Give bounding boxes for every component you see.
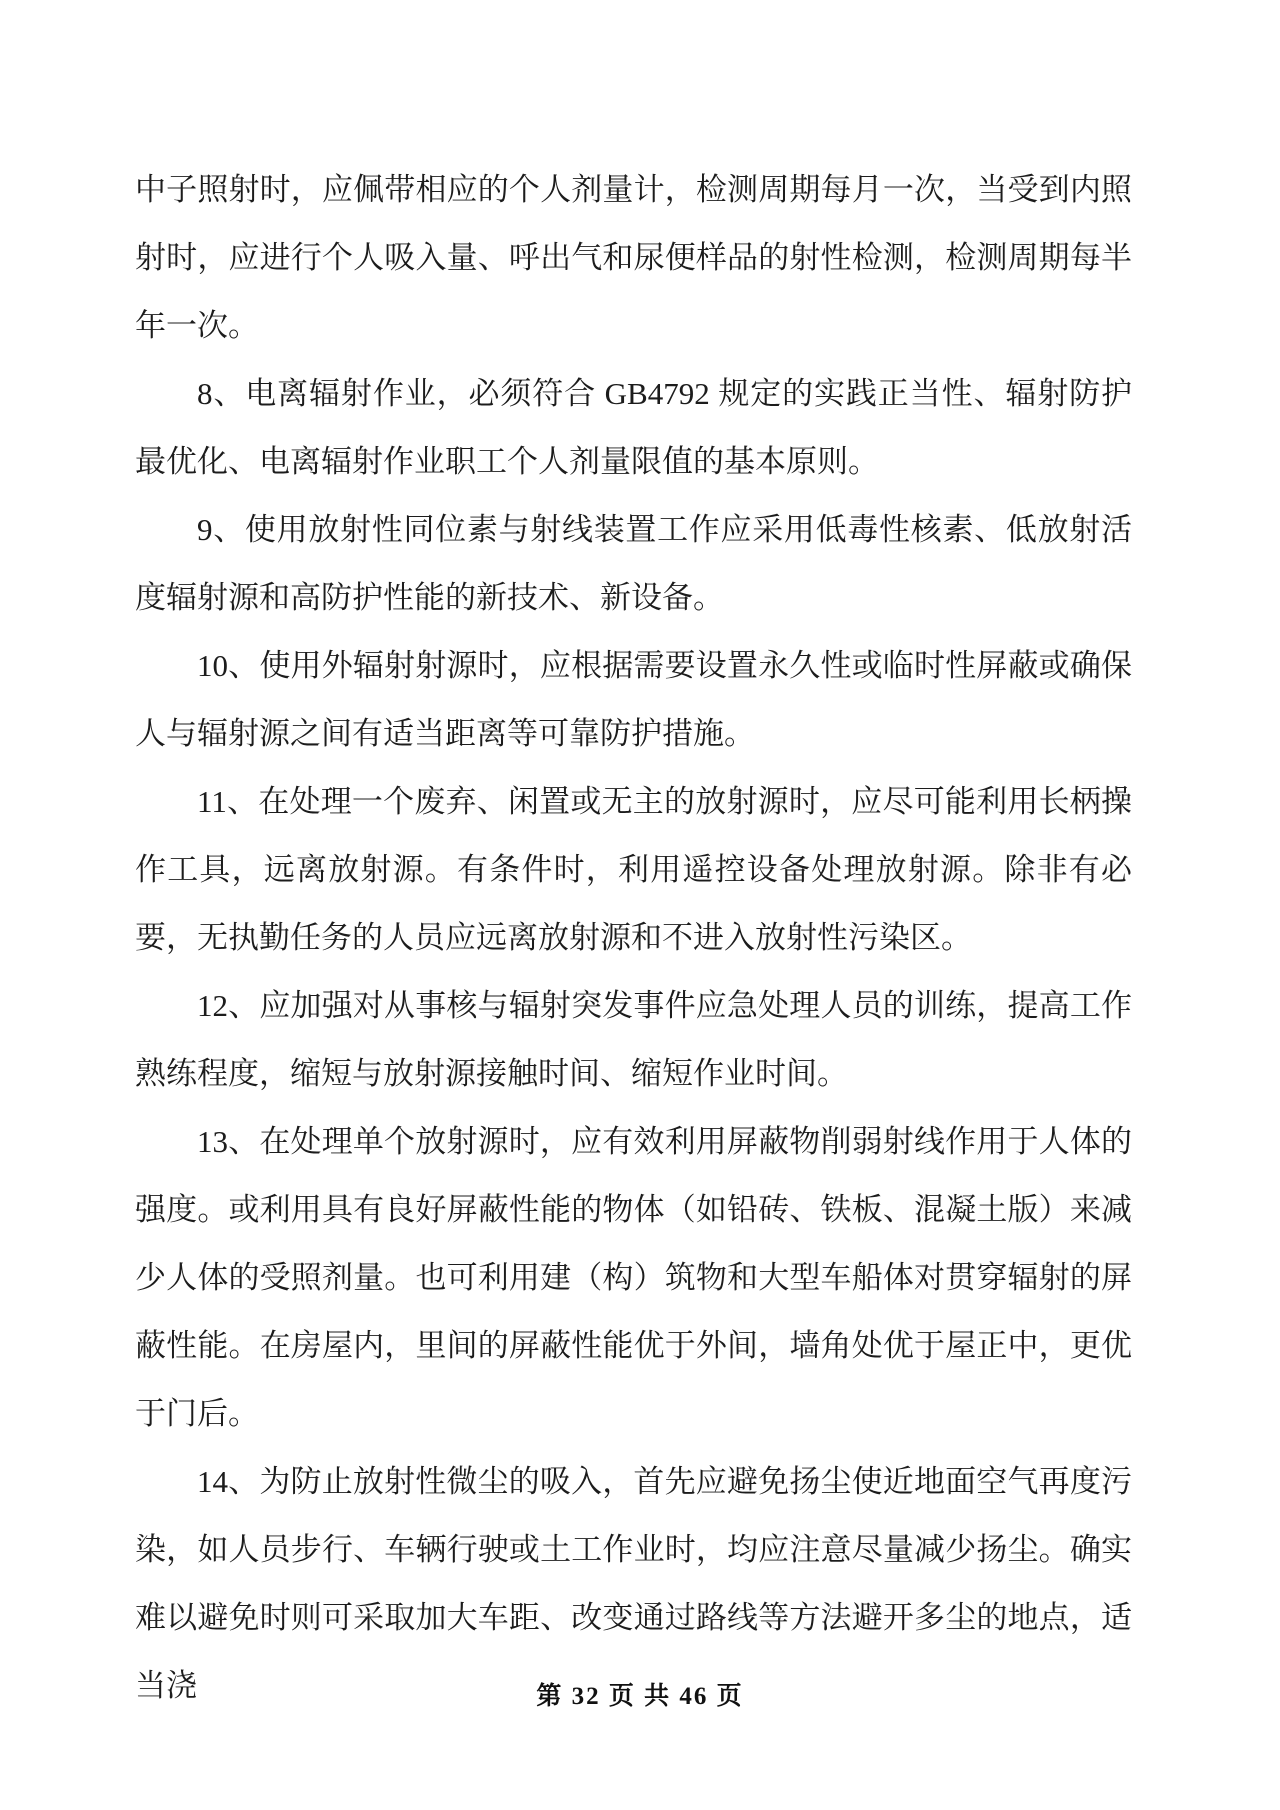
paragraph-item-13: 13、在处理单个放射源时，应有效利用屏蔽物削弱射线作用于人体的强度。或利用具有良好屏蔽性能的物体（如铅砖、铁板、混凝土版）来减少人体的受照剂量。也可利用建（构）筑物和大型车船体对贯穿辐射的屏蔽性能。在房屋内，里间的屏蔽性能优于外间，墙角处优于屋正中，更优于门后。 bbox=[135, 1124, 1132, 1431]
paragraph-continued: 中子照射时，应佩带相应的个人剂量计，检测周期每月一次，当受到内照射时，应进行个人吸入量、呼出气和尿便样品的射性检测，检测周期每半年一次。 bbox=[135, 172, 1132, 343]
page-number-footer: 第 32 页 共 46 页 bbox=[536, 1683, 744, 1710]
paragraph-item-14: 14、为防止放射性微尘的吸入，首先应避免扬尘使近地面空气再度污染，如人员步行、车辆行驶或土工作业时，均应注意尽量减少扬尘。确实难以避免时则可采取加大车距、改变通过路线等方法避开多尘的地点，适当浇 bbox=[135, 1464, 1132, 1703]
paragraph-item-9: 9、使用放射性同位素与射线装置工作应采用低毒性核素、低放射活度辐射源和高防护性能的新技术、新设备。 bbox=[135, 512, 1132, 615]
paragraph-item-11: 11、在处理一个废弃、闲置或无主的放射源时，应尽可能利用长柄操作工具，远离放射源。有条件时，利用遥控设备处理放射源。除非有必要，无执勤任务的人员应远离放射源和不进入放射性污染区。 bbox=[135, 784, 1132, 955]
paragraph-item-8: 8、电离辐射作业，必须符合 GB4792 规定的实践正当性、辐射防护最优化、电离辐射作业职工个人剂量限值的基本原则。 bbox=[135, 376, 1132, 479]
paragraph-item-10: 10、使用外辐射射源时，应根据需要设置永久性或临时性屏蔽或确保人与辐射源之间有适当距离等可靠防护措施。 bbox=[135, 648, 1132, 751]
paragraph-item-12: 12、应加强对从事核与辐射突发事件应急处理人员的训练，提高工作熟练程度，缩短与放射源接触时间、缩短作业时间。 bbox=[135, 988, 1132, 1091]
